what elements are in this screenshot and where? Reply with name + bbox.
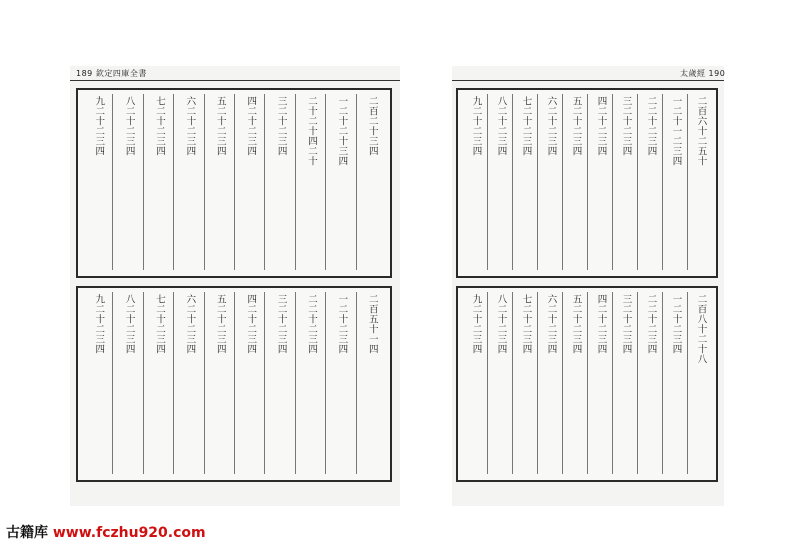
text-column: 四二十二三四 [595, 96, 607, 156]
text-column: 五二十二三四 [214, 294, 226, 354]
text-column: 一二十二十三四 [336, 96, 348, 166]
column-rule [512, 94, 513, 270]
text-column: 五二十二三四 [214, 96, 226, 156]
text-column: 一二十二三四 [670, 294, 682, 354]
text-column: 九二十二三四 [470, 294, 482, 354]
text-column: 五二十二三四 [570, 294, 582, 354]
column-rule [487, 292, 488, 474]
column-rule [325, 292, 326, 474]
text-column: 六二十二三四 [545, 294, 557, 354]
left-bottom-table [76, 286, 392, 482]
column-rule [173, 292, 174, 474]
column-rule [687, 94, 688, 270]
column-rule [325, 94, 326, 270]
column-rule [204, 94, 205, 270]
book-gutter [400, 66, 452, 506]
column-rule [173, 94, 174, 270]
column-rule [637, 94, 638, 270]
column-rule [612, 292, 613, 474]
text-column: 六二十二三四 [184, 96, 196, 156]
right-bottom-table [456, 286, 718, 482]
column-rule [662, 292, 663, 474]
text-column: 八二十二三四 [123, 294, 135, 354]
left-book-title: 欽定四庫全書 [95, 69, 147, 78]
text-column: 七二十二三四 [154, 96, 165, 156]
column-rule [587, 292, 588, 474]
column-rule [687, 292, 688, 474]
text-column: 八二十二三四 [123, 96, 135, 156]
text-column: 一二十一二三四 [670, 96, 682, 166]
column-rule [587, 94, 588, 270]
left-running-head [76, 68, 147, 79]
column-rule [295, 292, 296, 474]
column-rule [264, 292, 265, 474]
text-column: 五二十二三四 [570, 96, 582, 156]
text-column: 七二十二三四 [154, 294, 165, 354]
site-footer [6, 522, 206, 542]
text-column: 二二十二三四 [645, 294, 657, 354]
text-column: 九二十二三四 [93, 294, 105, 354]
column-rule [356, 94, 357, 270]
column-rule [562, 94, 563, 270]
text-column: 八二十二三四 [495, 294, 507, 354]
column-rule [204, 292, 205, 474]
text-column: 二十二十四二十 [306, 96, 317, 166]
right-top-table [456, 88, 718, 278]
column-rule [112, 94, 113, 270]
left-page-number: 189 [76, 69, 93, 78]
left-top-table [76, 88, 392, 278]
column-rule [537, 292, 538, 474]
text-column: 九二十二三四 [470, 96, 482, 156]
column-rule [112, 292, 113, 474]
column-rule [356, 292, 357, 474]
text-column: 六二十二三四 [545, 96, 557, 156]
column-rule [662, 94, 663, 270]
text-column: 三二十二三四 [620, 96, 632, 156]
column-rule [295, 94, 296, 270]
footer-brand: 古籍库 [6, 525, 48, 541]
column-rule [264, 94, 265, 270]
text-column: 二百二十三四 [366, 96, 378, 156]
text-column: 二百六十二五十 [695, 96, 707, 166]
column-rule [234, 292, 235, 474]
column-rule [637, 292, 638, 474]
text-column: 七二十二三四 [520, 294, 532, 354]
left-header-rule [70, 80, 400, 81]
right-running-head [680, 68, 725, 79]
column-rule [537, 94, 538, 270]
text-column: 二百五十一四 [366, 294, 378, 354]
text-column: 六二十二三四 [184, 294, 196, 354]
text-column: 四二十二三四 [245, 96, 257, 156]
column-rule [512, 292, 513, 474]
text-column: 二二十二三四 [645, 96, 657, 156]
text-column: 三二十二三四 [275, 294, 287, 354]
text-column: 九二十二三四 [93, 96, 105, 156]
footer-url[interactable]: www.fczhu920.com [52, 525, 206, 541]
right-page-number: 190 [708, 69, 726, 78]
text-column: 七二十二三四 [520, 96, 532, 156]
right-header-rule [452, 80, 724, 81]
text-column: 八二十二三四 [495, 96, 507, 156]
text-column: 四二十二三四 [595, 294, 607, 354]
text-column: 一二十二三四 [336, 294, 348, 354]
column-rule [562, 292, 563, 474]
text-column: 三二十二三四 [620, 294, 632, 354]
column-rule [143, 292, 144, 474]
column-rule [612, 94, 613, 270]
text-column: 四二十二三四 [245, 294, 257, 354]
right-book-title: 太歲經 [680, 69, 706, 78]
column-rule [143, 94, 144, 270]
text-column: 三二十二三四 [275, 96, 287, 156]
column-rule [487, 94, 488, 270]
text-column: 二二十二三四 [306, 294, 317, 354]
column-rule [234, 94, 235, 270]
text-column: 二百八十二十八 [695, 294, 707, 364]
